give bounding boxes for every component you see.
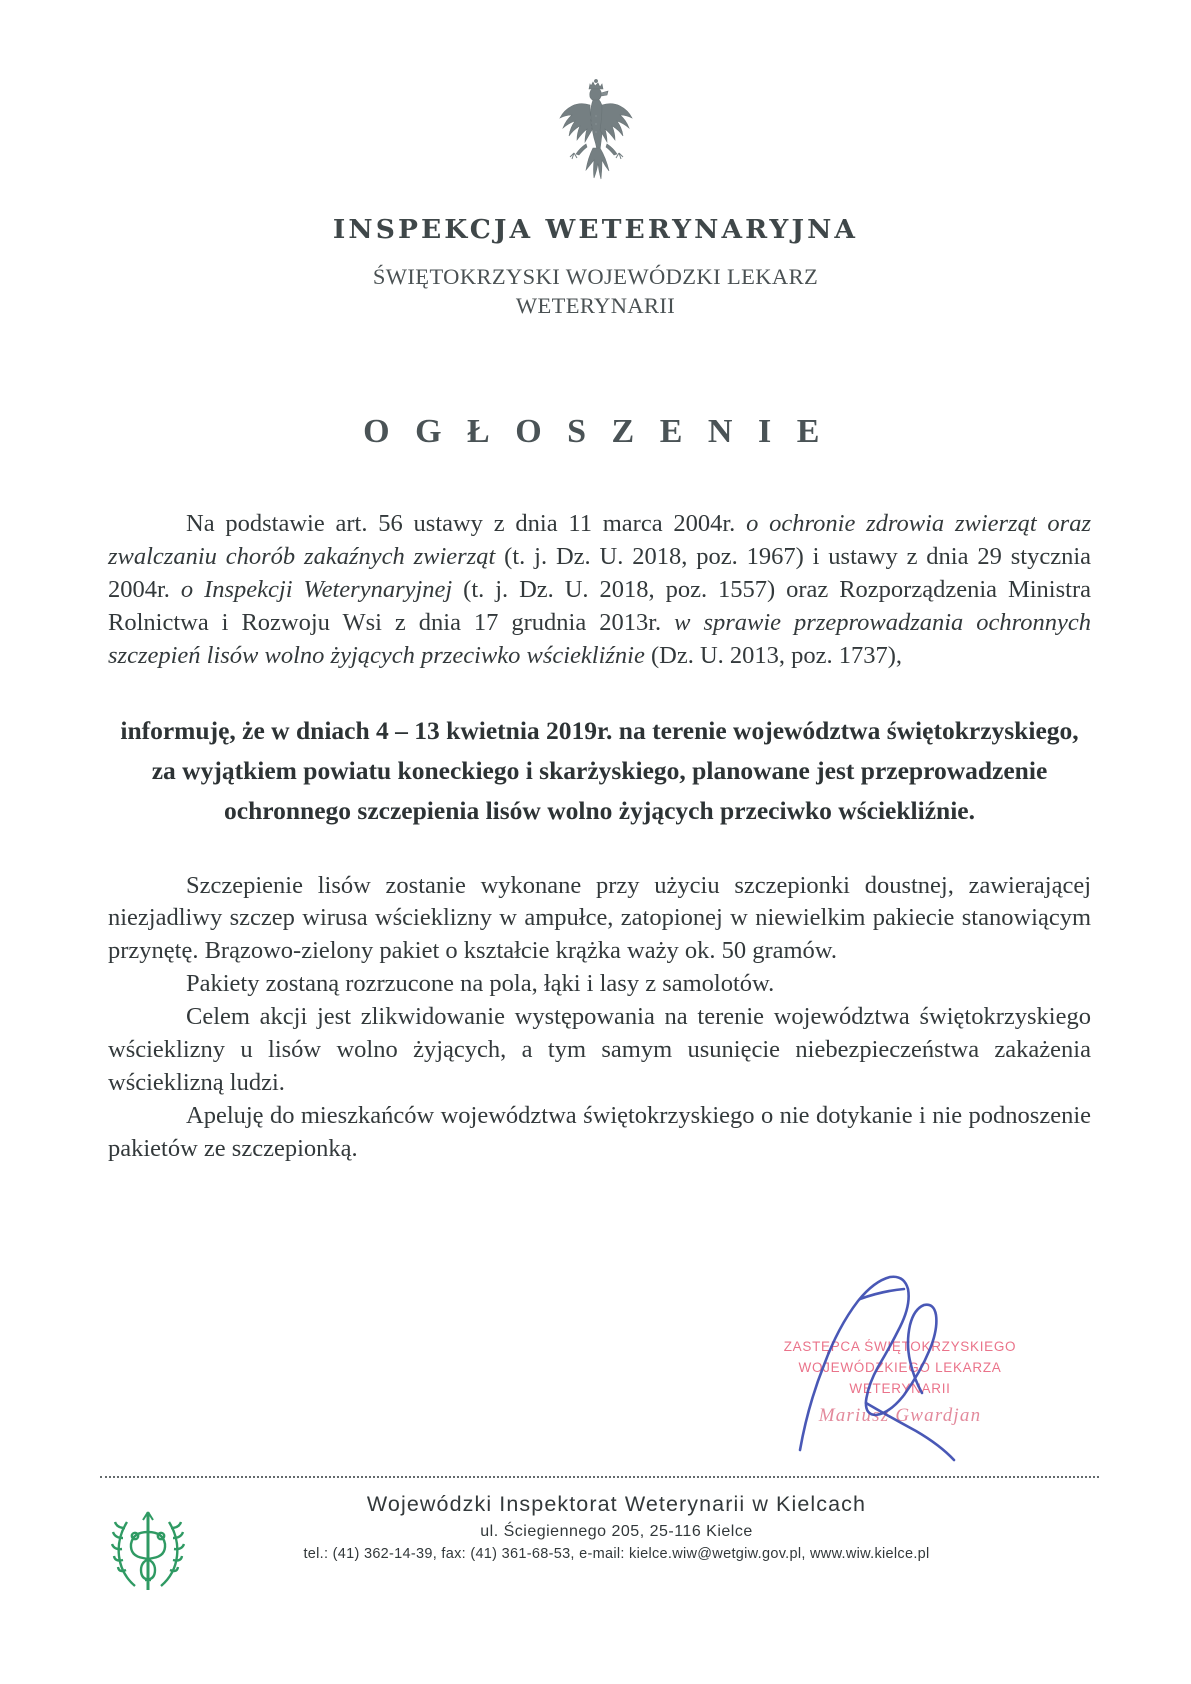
body-paragraph-1: Szczepienie lisów zostanie wykonane przy użyciu szczepionki doustnej, zawierającej niezjadliwy szczep wirusa wścieklizny w ampułce, zatopionej w niewielkim pakiecie stanowiącym przynętę. Brązowo-zielony pakiet o kształcie krążka waży ok. 50 gramów. bbox=[108, 871, 1091, 965]
legal-italic-1: o ochronie zdrowia zwierząt oraz zwalczaniu chorób zakaźnych zwierząt bbox=[108, 510, 1091, 570]
stamp-name: Mariusz Gwardjan bbox=[818, 1405, 982, 1426]
footer-address: ul. Ściegiennego 205, 25-116 Kielce bbox=[480, 1523, 753, 1540]
body-paragraph-4: Apeluję do mieszkańców województwa świętokrzyskiego o nie dotykanie i nie podnoszenie pakietów ze szczepionką. bbox=[108, 1102, 1091, 1163]
legal-text-2: (t. j. Dz. U. 2018, poz. 1967) i ustawy z dnia 29 stycznia 2004r. bbox=[108, 542, 1092, 603]
body-paragraph-3: Celem akcji jest zlikwidowanie występowania na terenie województwa świętokrzyskiego wścieklizny u lisów wolno żyjących, a tym samym usunięcie niebezpieczeństwa zakażenia wścieklizną ludzi. bbox=[108, 1003, 1091, 1097]
handwritten-signature-icon bbox=[740, 1255, 1060, 1475]
page-title: O G Ł O S Z E N I E bbox=[363, 412, 828, 450]
legal-text-3: (t. j. Dz. U. 2018, poz. 1557) oraz Rozporządzenia Ministra Rolnictwa i Rozwoju Wsi z dnia 17 grudnia 2013r. bbox=[108, 575, 1091, 636]
organization-subtitle bbox=[0, 263, 1191, 321]
footer-text bbox=[204, 1492, 1099, 1562]
footer-divider bbox=[100, 1476, 1099, 1478]
subtitle-line-1: ŚWIĘTOKRZYSKI WOJEWÓDZKI LEKARZ bbox=[372, 264, 819, 289]
body-paragraph-2: Pakiety zostaną rozrzucone na pola, łąki i lasy z samolotów. bbox=[186, 970, 775, 998]
footer-institution: Wojewódzki Inspektorat Weterynarii w Kielcach bbox=[366, 1492, 867, 1516]
polish-eagle-emblem-icon bbox=[536, 78, 656, 196]
legal-italic-3: w sprawie przeprowadzania ochronnych szczepień lisów wolno żyjących przeciwko wściekliźnie bbox=[108, 608, 1092, 669]
footer bbox=[92, 1492, 1099, 1594]
document-body bbox=[108, 508, 1091, 1166]
emblem-container bbox=[0, 0, 1191, 196]
footer-logo-container bbox=[92, 1492, 204, 1594]
organization-title: INSPEKCJA WETERYNARYJNA bbox=[332, 214, 859, 245]
stamp-line-1: ZASTĘPCA ŚWIĘTOKRZYSKIEGO bbox=[783, 1339, 1017, 1354]
footer-contact: tel.: (41) 362-14-39, fax: (41) 361-68-53, e-mail: kielce.wiw@wetgiw.gov.pl, www.wiw.kielce.pl bbox=[303, 1546, 930, 1562]
subtitle-line-2: WETERYNARII bbox=[515, 292, 676, 318]
stamp-line-2: WOJEWÓDZKIEGO LEKARZA WETERYNARII bbox=[798, 1359, 1002, 1396]
main-paragraphs bbox=[108, 870, 1091, 1166]
announcement-statement: informuję, że w dniach 4 – 13 kwietnia 2019r. na terenie województwa świętokrzyskiego, za wyjątkiem powiatu koneckiego i skarżyskiego, planowane jest przeprowadzenie ochronnego szczepienia lisów wolno żyjących przeciwko wściekliźnie. bbox=[120, 715, 1079, 826]
legal-italic-2: o Inspekcji Weterynaryjnej bbox=[180, 575, 453, 603]
veterinary-caduceus-logo-icon bbox=[111, 1498, 185, 1594]
legal-basis-paragraph bbox=[108, 508, 1091, 673]
signature-block bbox=[740, 1255, 1060, 1475]
legal-text-4: (Dz. U. 2013, poz. 1737), bbox=[644, 641, 903, 669]
legal-text-1: Na podstawie art. 56 ustawy z dnia 11 marca 2004r. bbox=[186, 510, 747, 537]
